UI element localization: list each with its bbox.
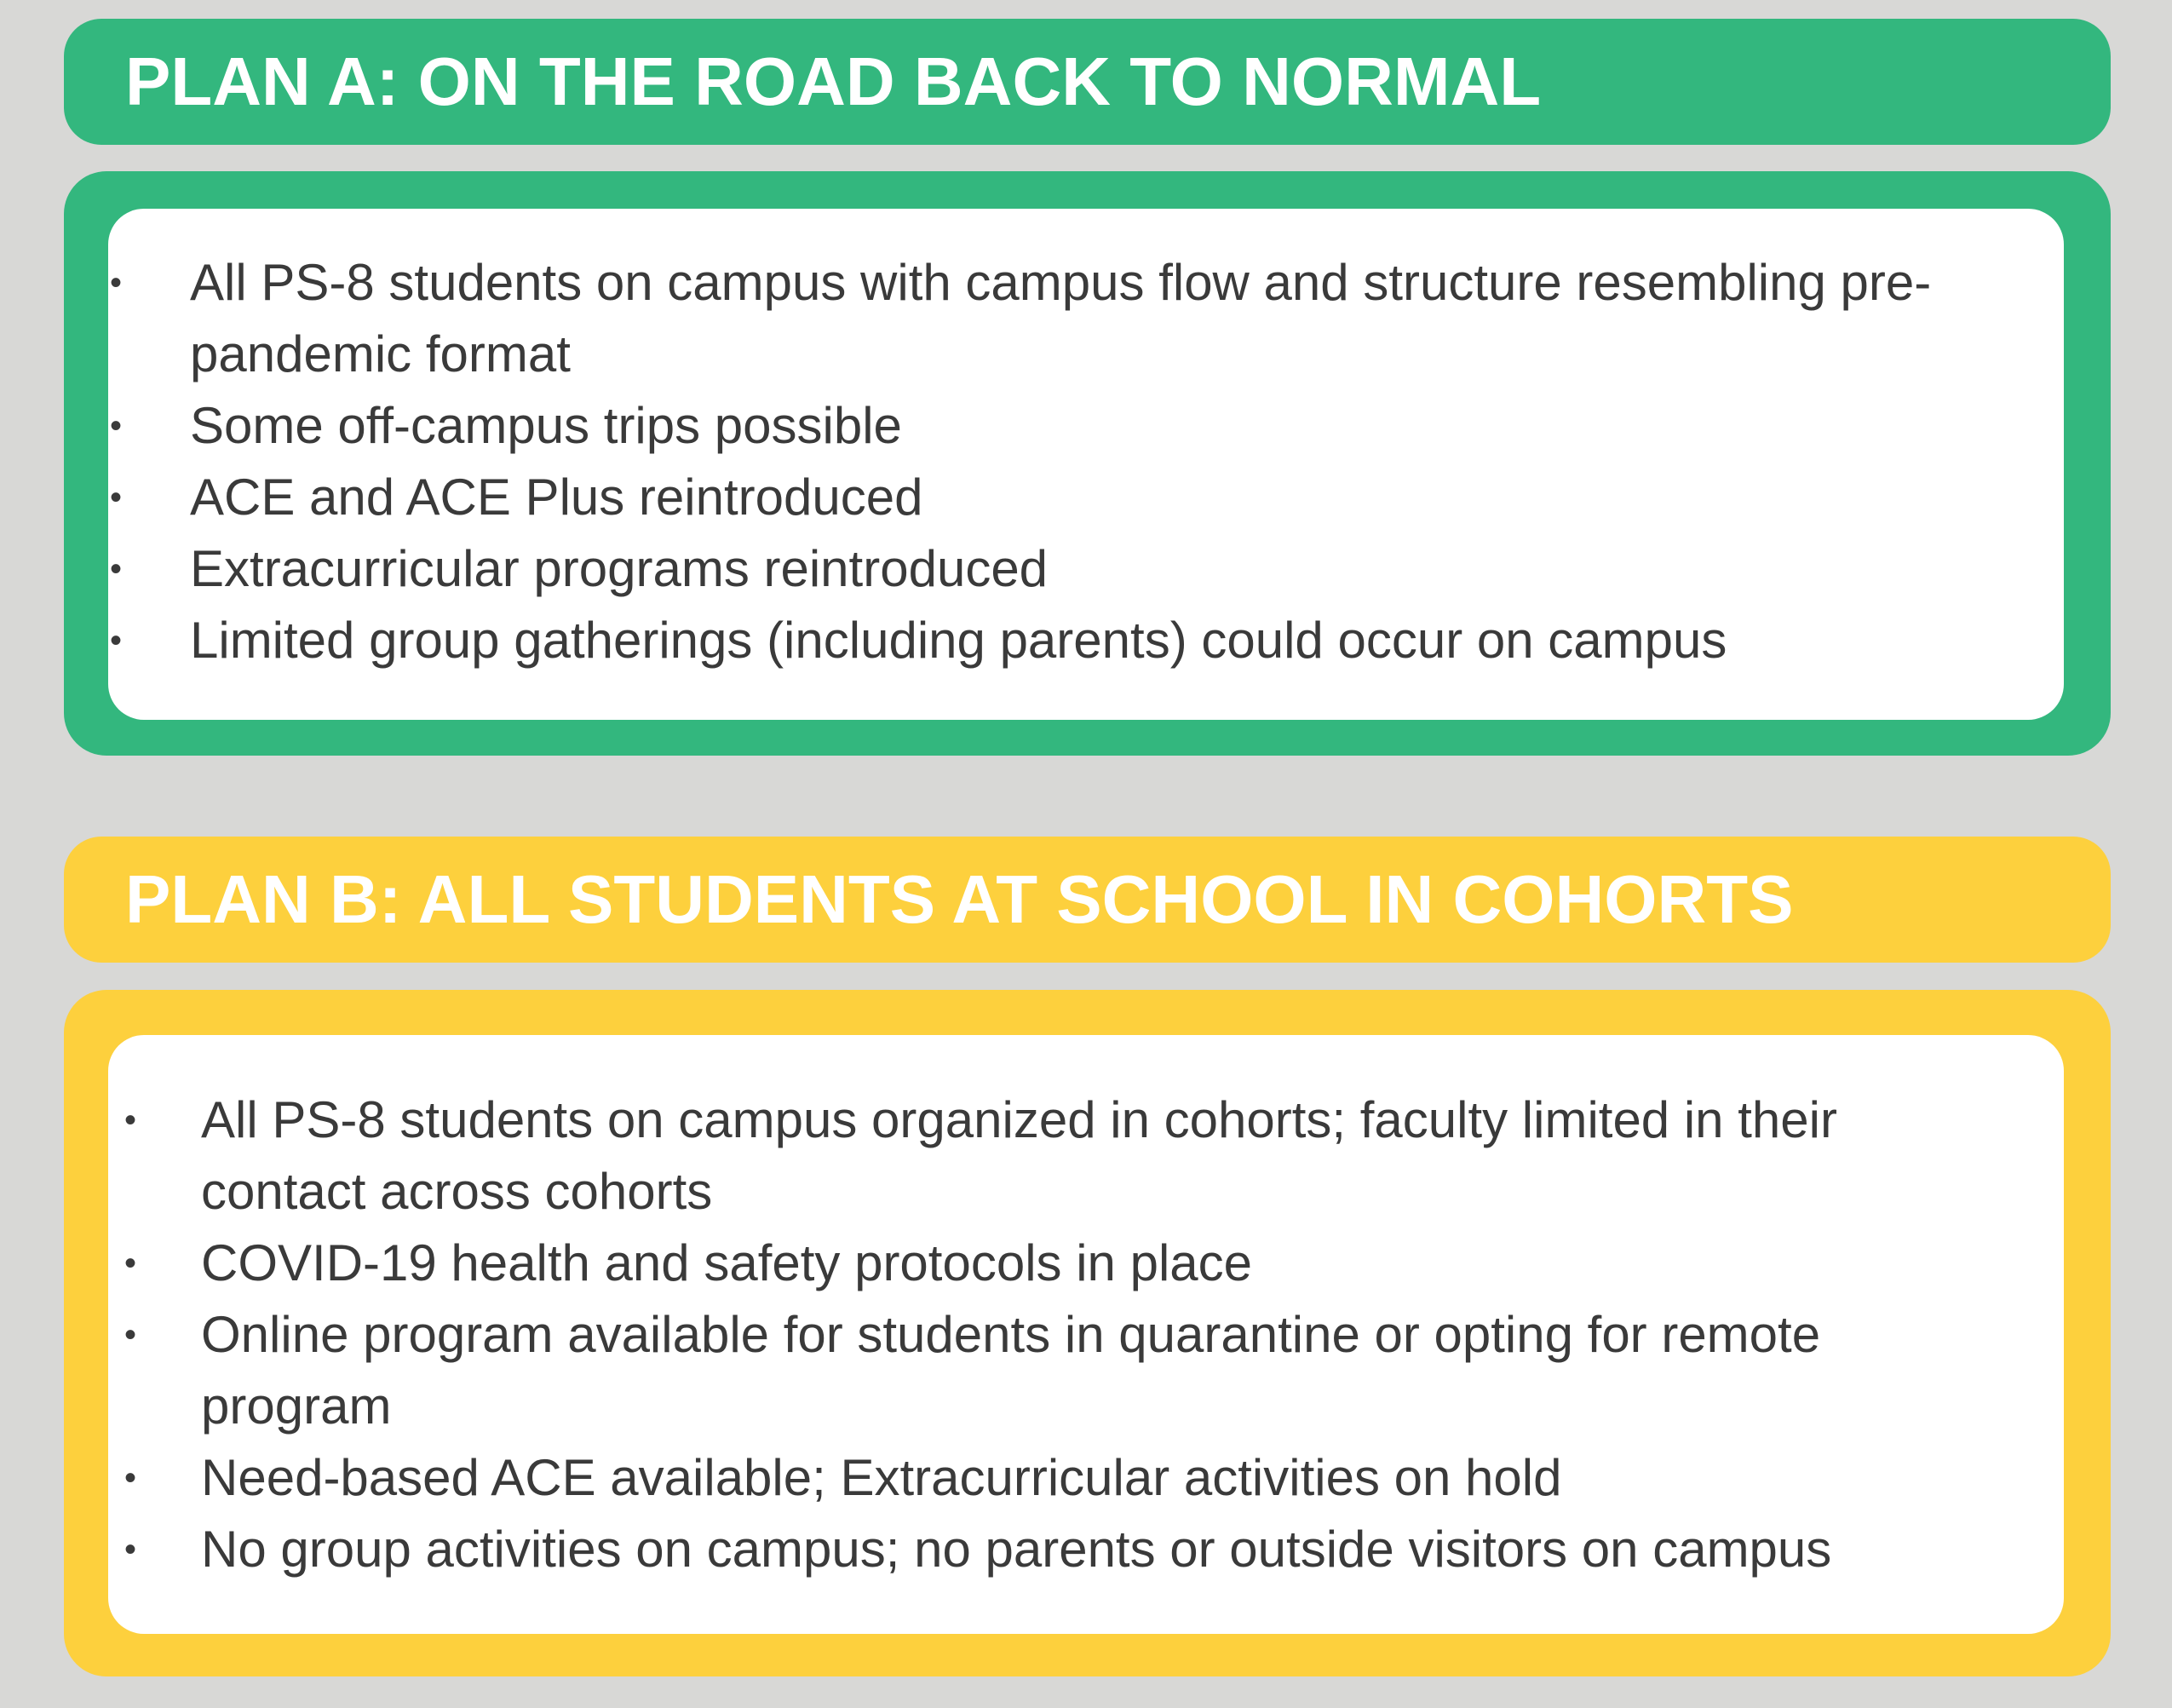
bullet-icon: • [110,622,123,659]
bullet-icon: • [124,1245,137,1282]
list-item-text: Extracurricular programs reintroduced [190,540,1049,597]
list-item-text: All PS-8 students on campus organized in cohorts; faculty limited in their contact across cohorts [201,1091,1837,1220]
bullet-icon: • [124,1459,137,1497]
list-item [124,1442,1996,1514]
list-item-text: Some off-campus trips possible [190,397,902,454]
list-item [124,1084,1905,1228]
list-item [110,533,1996,605]
list-item-text: Limited group gatherings (including parents) could occur on campus [190,612,1727,669]
bullet-icon: • [110,550,123,588]
plan-a-title: PLAN A: ON THE ROAD BACK TO NORMAL [125,43,1542,119]
plan-a-header [64,19,2111,145]
bullet-icon: • [110,479,123,516]
list-item [124,1228,1996,1299]
list-item [110,462,1996,533]
list-item-text: No group activities on campus; no parents or outside visitors on campus [201,1521,1832,1578]
plan-a-list [110,247,1996,676]
list-item [124,1514,1996,1585]
bullet-icon: • [110,264,123,302]
list-item-text: ACE and ACE Plus reintroduced [190,469,923,526]
plan-b-header [64,837,2111,963]
list-item-text: Need-based ACE available; Extracurricular activities on hold [201,1449,1562,1506]
list-item [124,1299,1930,1442]
list-item [110,247,2072,390]
list-item [110,605,1996,676]
plan-b-frame [64,990,2111,1676]
bullet-icon: • [124,1316,137,1354]
bullet-icon: • [124,1101,137,1139]
plan-b-list [124,1084,1996,1585]
list-item-text: COVID-19 health and safety protocols in place [201,1234,1253,1291]
list-item-text: Online program available for students in quarantine or opting for remote program [201,1306,1821,1435]
plan-a-frame [64,171,2111,756]
list-item-text: All PS-8 students on campus with campus flow and structure resembling pre-pandemic format [190,254,1932,382]
list-item [110,390,1996,462]
plan-a-card [108,209,2064,720]
plan-b-title: PLAN B: ALL STUDENTS AT SCHOOL IN COHORTS [125,861,1794,937]
bullet-icon: • [110,407,123,445]
bullet-icon: • [124,1531,137,1568]
plan-b-card [108,1035,2064,1634]
